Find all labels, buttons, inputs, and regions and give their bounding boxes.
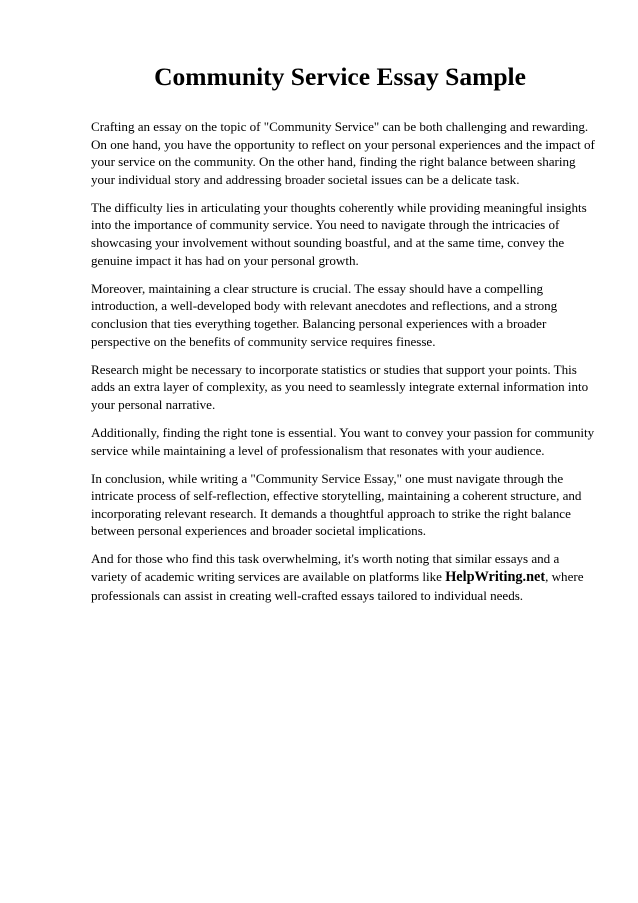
paragraph-1: Crafting an essay on the topic of "Community Service" can be both challenging and rewarding. On one hand, you have the opportunity to reflect on your personal experiences and the impact of your service on the community. On the other hand, finding the right balance between sharing your individual story and addressing broader societal issues can be a delicate task. <box>91 119 595 187</box>
document-body <box>91 118 596 615</box>
paragraph-7-lead: And for those who find this task overwhelming, it's worth noting that similar essays and a variety of academic writing services are available on platforms like <box>91 551 560 585</box>
paragraph-5: Additionally, finding the right tone is essential. You want to convey your passion for community service while maintaining a level of professionalism that resonates with your audience. <box>91 424 595 458</box>
brand-name: HelpWriting.net <box>445 569 546 586</box>
paragraph-6: In conclusion, while writing a "Community Service Essay," one must navigate through the intricate process of self-reflection, effective storytelling, maintaining a coherent structure, and incorporating relevant research. It demands a thoughtful approach to strike the right balance between personal experiences and broader societal implications. <box>91 470 582 539</box>
paragraph-7-tail: , where professionals can assist in creating well-crafted essays tailored to individual needs. <box>91 569 584 603</box>
paragraph-4: Research might be necessary to incorporate statistics or studies that support your points. This adds an extra layer of complexity, as you need to seamlessly integrate external information into your personal narrative. <box>91 361 589 412</box>
paragraph-7 <box>91 550 596 604</box>
paragraph-3: Moreover, maintaining a clear structure is crucial. The essay should have a compelling introduction, a well-developed body with relevant anecdotes and reflections, and a strong conclusion that ties everything together. Balancing personal experiences with a broader perspective on the benefits of community service requires finesse. <box>91 280 558 349</box>
document-title: Community Service Essay Sample <box>154 62 526 91</box>
paragraph-2: The difficulty lies in articulating your thoughts coherently while providing meaningful insights into the importance of community service. You need to navigate through the intricacies of showcasing your involvement without sounding boastful, and at the same time, convey the genuine impact it has had on your personal growth. <box>91 199 587 268</box>
